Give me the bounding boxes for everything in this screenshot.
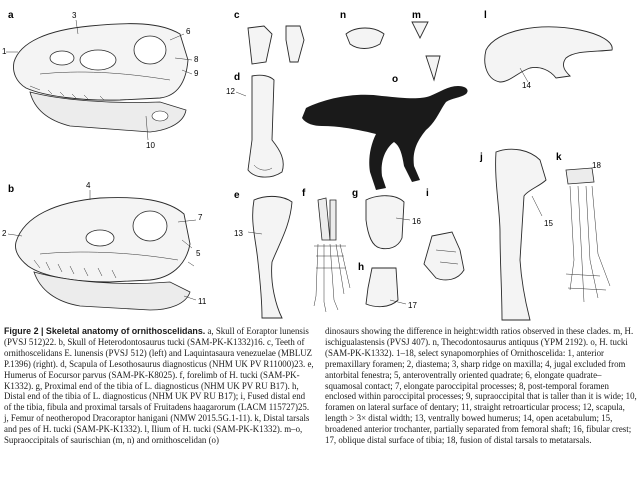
panel-label: e	[234, 190, 240, 201]
number-label: 12	[226, 87, 235, 96]
panel-l-ilium	[485, 27, 612, 82]
number-label: 1	[2, 47, 7, 56]
number-label: 9	[194, 69, 199, 78]
number-label: 4	[86, 181, 91, 190]
panel-label: n	[340, 10, 347, 21]
number-label: 6	[186, 27, 191, 36]
panel-h-tibia-distal	[366, 268, 406, 307]
panel-label: c	[234, 10, 240, 21]
number-label: 5	[196, 249, 201, 258]
panel-label: d	[234, 72, 241, 83]
figure-caption-left	[4, 326, 314, 446]
panel-label: i	[426, 188, 429, 199]
panel-n-supraoccipital	[346, 28, 384, 49]
panel-label: a	[8, 10, 14, 21]
number-label: 15	[544, 219, 553, 228]
panel-d-scapula	[236, 75, 283, 177]
caption-left-text: a, Skull of Eoraptor lunensis (PVSJ 512)22. b, Skull of Heterodontosaurus tucki (SAM-PK-K1332)16. c, Teeth of ornithoscelidans E. lunensis (PVSJ 512) (left) and Laquintasaura venezuelae (MBLUZ P.1396) (right). d, Scapula of Lesothosaurus diagnosticus (NHM UK PV R11000)23. e, Humerus of Eocursor parvus (SAM-PK-K8025). f, forelimb of H. tucki (SAM-PK-K1332). g, Proximal end of the tibia of L. diagnosticus (NHM UK PV RU B17). h, Distal end of the tibia of L. diagnosticus (NHM UK PV RU B17); i, Fused distal end of the tibia, fibula and proximal tarsals of Fruitadens haagarorum (LACM 115727)25. j, Femur of neotheropod Dracoraptor hanigani (NMW 2015.5G.1-11). k, Distal tarsals and pes of H. tucki (SAM-PK-K1332). l, Ilium of H. tucki (SAM-PK-K1332). m–o, Supraoccipitals of saurischian (m, n) and ornithoscelidan (o)	[4, 326, 314, 446]
panel-f-forelimb	[314, 198, 350, 312]
panel-k-pes	[566, 168, 610, 302]
panel-j-femur	[496, 149, 546, 320]
number-label: 14	[522, 81, 531, 90]
number-label: 10	[146, 141, 155, 150]
panel-label: g	[352, 188, 359, 199]
number-label: 18	[592, 161, 601, 170]
number-label: 2	[2, 229, 7, 238]
panel-label: l	[484, 10, 487, 21]
panel-label: o	[392, 74, 399, 85]
panel-o-supraoccipital	[426, 56, 440, 80]
number-label: 17	[408, 301, 417, 310]
number-label: 13	[234, 229, 243, 238]
caption-heading: Figure 2 | Skeletal anatomy of ornithoscelidans.	[4, 326, 206, 336]
number-label: 16	[412, 217, 421, 226]
panel-label: f	[302, 188, 306, 199]
panel-c-teeth	[248, 26, 304, 64]
number-label: 11	[198, 297, 207, 306]
caption-right-text: dinosaurs showing the difference in height:width ratios observed in these clades. m, H. ischigualastensis (PVSJ 407). n, Thecodontosaurus antiquus (YPM 2192). o, H. tucki (SAM-PK-K1332). 1–18, select synapomorphies of Ornithoscelida: 1, anterior premaxillary foramen; 2, diastema; 3, sharp ridge on maxilla; 4, jugal excluded from antorbital fenestra; 5, anteroventrally oriented quadrate; 6, elongate quadrate–squamosal contact; 7, elongate paroccipital processes; 8, post-temporal foramen enclosed within paroccipital processes; 9, supraoccipital that is taller than it is wide; 10, foramen on lateral surface of dentary; 11, straight retroarticular process; 12, scapula, length > 3× distal width; 13, ventrally bowed humerus; 14, open acetabulum; 15, broadened anterior trochanter, partially separated from femoral shaft; 16, fibular crest; 17, oblique distal surface of tibia; 18, fusion of distal tarsals to metatarsals.	[325, 326, 637, 446]
panel-label: k	[556, 152, 562, 163]
panel-g-tibia-proximal	[366, 196, 410, 249]
figure-caption-right	[325, 326, 637, 446]
panel-label: m	[412, 10, 421, 21]
panel-a-skull	[6, 20, 192, 140]
panel-label: h	[358, 262, 365, 273]
number-label: 7	[198, 213, 203, 222]
number-label: 8	[194, 55, 199, 64]
panel-m-supraoccipital	[412, 22, 428, 38]
number-label: 3	[72, 11, 77, 20]
dinosaur-silhouette	[302, 86, 468, 190]
panel-label: j	[480, 152, 483, 163]
panel-i-tibiotarsus	[424, 232, 464, 280]
panel-b-skull	[8, 190, 196, 310]
panel-label: b	[8, 184, 15, 195]
panel-e-humerus	[248, 196, 292, 318]
